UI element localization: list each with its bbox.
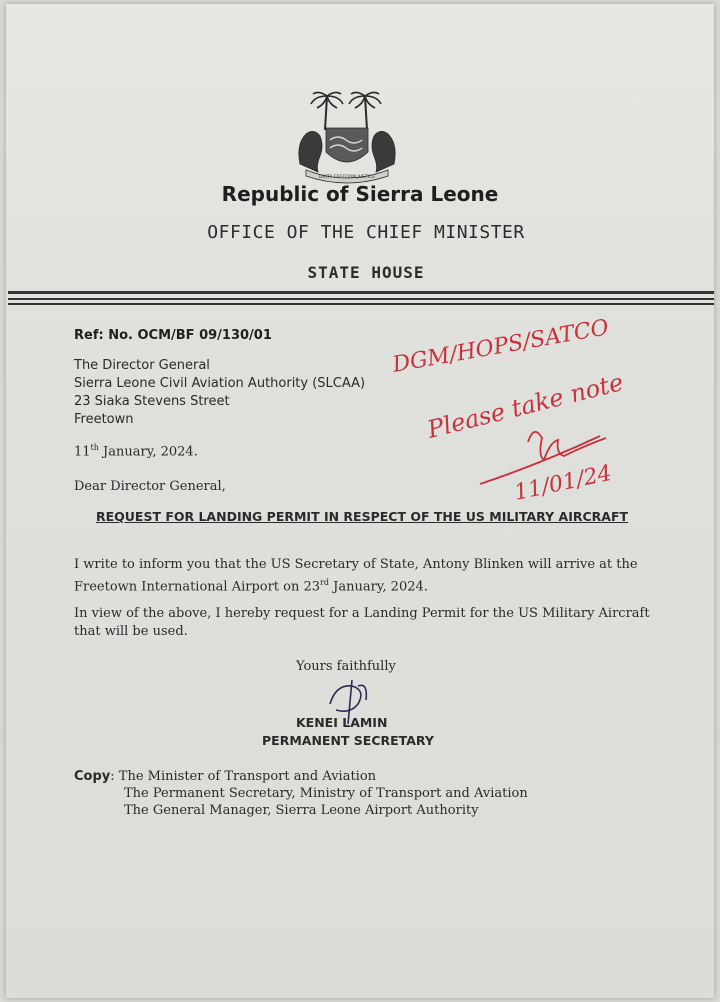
copy-item: The Minister of Transport and Aviation	[118, 769, 377, 784]
copy-first-line: Copy: The Minister of Transport and Aviation	[74, 769, 377, 784]
copy-label: Copy	[74, 769, 111, 784]
office-heading: OFFICE OF THE CHIEF MINISTER	[207, 222, 525, 243]
closing-phrase: Yours faithfully	[296, 659, 396, 674]
coat-of-arms-motto: UNITY FREEDOM JUSTICE	[318, 175, 376, 180]
letter-date	[74, 443, 198, 459]
salutation: Dear Director General,	[74, 479, 226, 494]
recipient-title: The Director General	[74, 358, 210, 373]
country-heading: Republic of Sierra Leone	[221, 182, 499, 206]
recipient-street: 23 Siaka Stevens Street	[74, 394, 230, 409]
recipient-address	[74, 357, 365, 429]
signatory-title: PERMANENT SECRETARY	[262, 733, 434, 748]
letterhead-divider	[8, 291, 714, 294]
recipient-city: Freetown	[74, 412, 134, 427]
copy-list	[74, 768, 528, 819]
body-p1-text: I write to inform you that the US Secretary of State, Antony Blinken will arrive at the Freetown International Airport on 23	[74, 557, 638, 595]
date-day: 11	[74, 444, 91, 460]
coat-of-arms-icon	[292, 86, 402, 186]
handwritten-annotation	[380, 300, 700, 510]
body-paragraph-1	[74, 556, 654, 596]
annotation-routing: DGM/HOPS/SATCO	[390, 315, 611, 378]
date-suffix: th	[90, 443, 99, 452]
body-p1-sup: rd	[320, 578, 329, 587]
annotation-date: 11/01/24	[512, 460, 614, 506]
recipient-org: Sierra Leone Civil Aviation Authority (SLCAA)	[74, 376, 366, 391]
reference-number: Ref: No. OCM/BF 09/130/01	[74, 328, 272, 343]
copy-item: The General Manager, Sierra Leone Airport Authority	[124, 803, 479, 818]
subject-line: REQUEST FOR LANDING PERMIT IN RESPECT OF THE US MILITARY AIRCRAFT	[95, 509, 629, 524]
annotation-instruction: Please take note	[424, 368, 627, 444]
body-paragraph-2: In view of the above, I hereby request for a Landing Permit for the US Military Aircraft that will be used.	[74, 606, 650, 639]
signatory-name: KENEI LAMIN	[296, 715, 388, 730]
copy-item: The Permanent Secretary, Ministry of Transport and Aviation	[124, 786, 528, 801]
date-rest: January, 2024.	[98, 444, 198, 460]
body-p1-end: January, 2024.	[329, 579, 428, 595]
state-house-heading: STATE HOUSE	[307, 263, 425, 282]
